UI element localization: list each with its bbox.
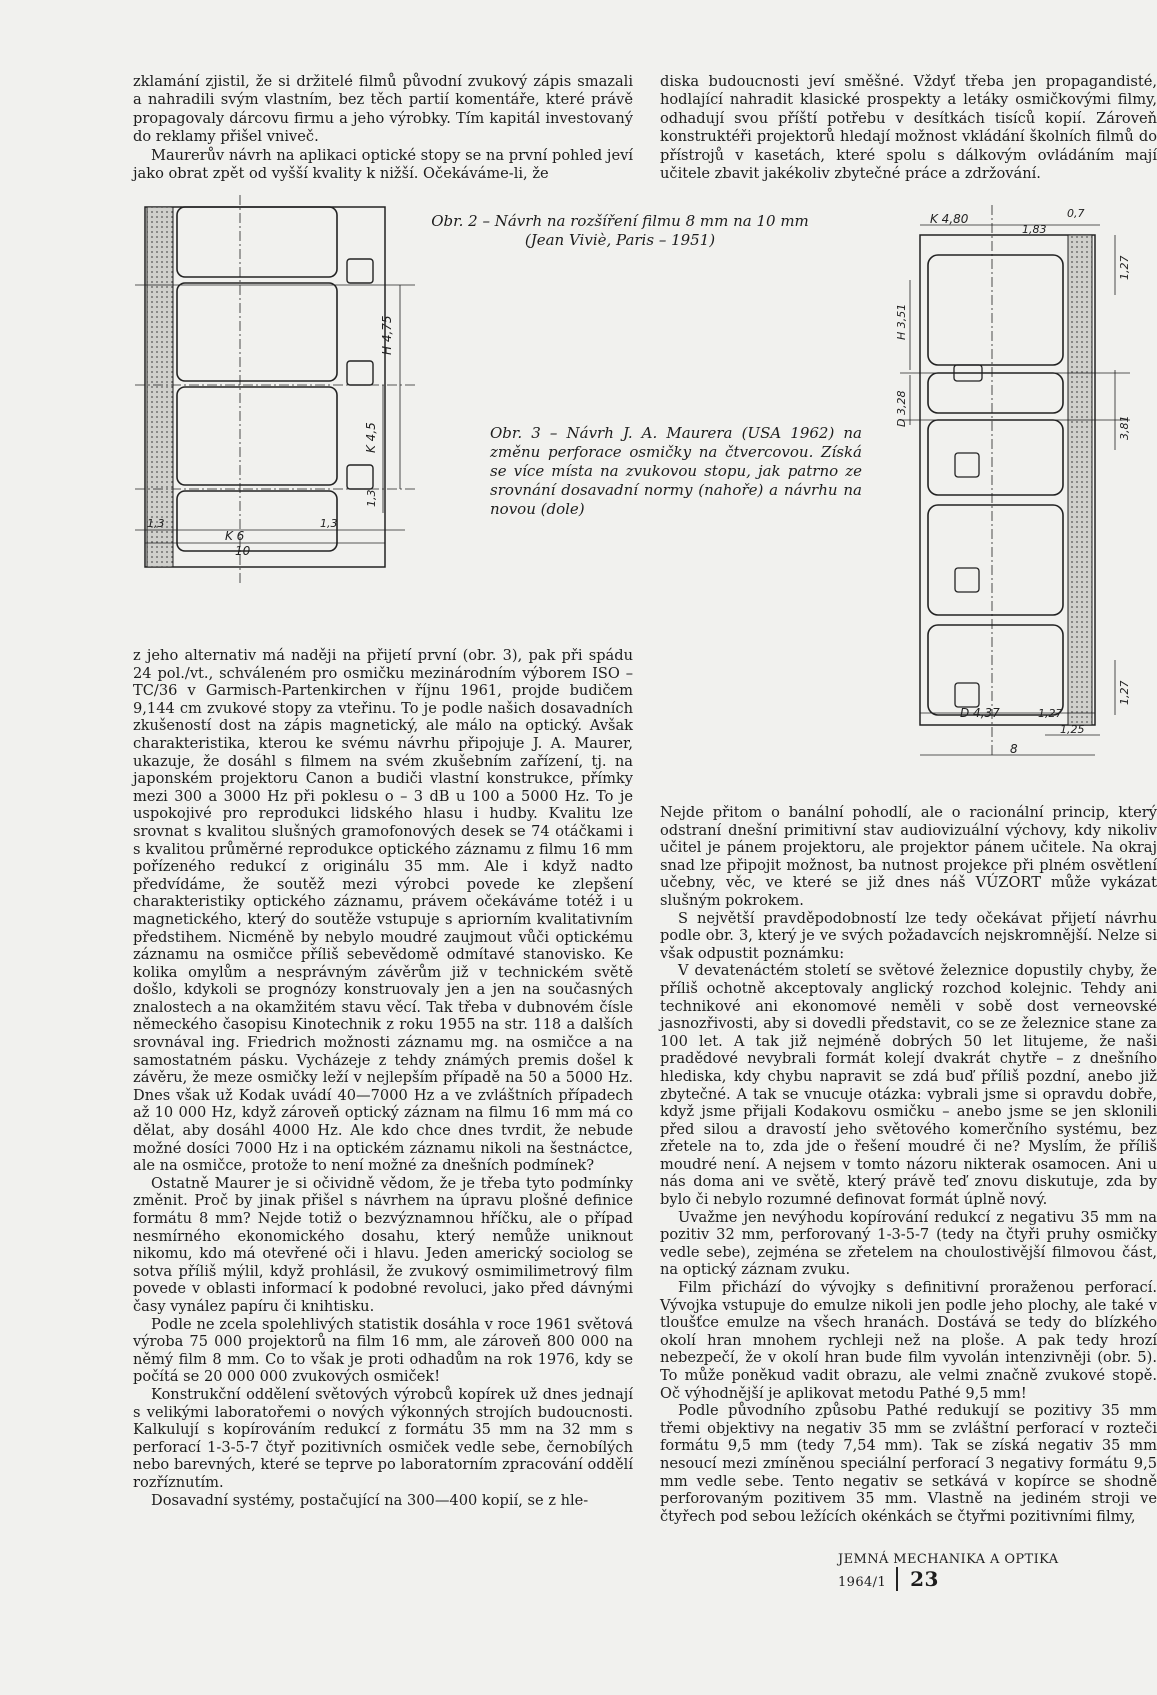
paragraph: Podle původního způsobu Pathé redukují se pozitivy 35 mm třemi objektivy na negativ 35 mm se zvláštní perforací v rozteči formátu 9,5 mm (tedy 7,54 mm). Tak se získá negativ 35 mm nesoucí mezi zmíněnou speciální perforací 3 negativy formátu 9,5 mm vedle sebe. Tento negativ se setkává v kopírce se shodně perforovaným pozitivem 35 mm. Vlastně na jediném stroji ve čtyřech pod sebou ležících okénkách se čtyřmi pozitivními filmy, — [660, 1402, 1157, 1525]
top-right-column — [660, 73, 1157, 183]
paragraph: Uvažme jen nevýhodu kopírování redukcí z negativu 35 mm na pozitiv 32 mm, perforovaný 1-3-5-7 (tedy na čtyři pruhy osmičky vedle sebe), zejména se zřetelem na choulostivější filmovou část, na optický záznam zvuku. — [660, 1208, 1157, 1279]
paragraph: diska budoucnosti jeví směšné. Vždyť třeba jen propagandisté, hodlající nahradit klasické prospekty a letáky osmičkovými filmy, odhadují svou příští potřebu v desítkách tisíců kopií. Zároveň konstruktéři projektorů hledají možnost vkládání školních filmů do přístrojů v kasetách, které spolu s dálkovým ovládáním mají učitele zbavit jakékoliv zbytečné práce a zdržování. — [660, 73, 1157, 183]
paragraph: zklamání zjistil, že si držitelé filmů původní zvukový zápis smazali a nahradili svým vlastním, bez těch partií komentáře, které právě propagovaly dárcovu firmu a jeho výrobky. Tím kapitál investovaný do reklamy přišel vniveč. — [133, 73, 633, 146]
page-footer — [838, 1552, 1138, 1591]
figure-3-caption-text: Obr. 3 – Návrh J. A. Maurera (USA 1962) na změnu perforace osmičky na čtvercovou. Získá se více místa na zvukovou stopu, jak patrno ze srovnání dosavadní normy (nahoře) a návrhu na novou (dole) — [490, 424, 862, 518]
dim-w8-label: 8 — [1010, 742, 1018, 756]
paragraph: Podle ne zcela spolehlivých statistik dosáhla v roce 1961 světová výroba 75 000 projektorů na film 16 mm, ale zároveň 800 000 na němý film 8 mm. Co to však je proti odhadům na rok 1976, kdy se počítá se 20 000 000 zvukových osmiček! — [133, 1315, 633, 1386]
bottom-right-column — [660, 804, 1157, 1525]
dim-w127a-label: 1,27 — [1038, 707, 1063, 720]
dim-k-label: K 4,5 — [364, 422, 378, 453]
dim-d328-label: D 3,28 — [895, 390, 908, 427]
paragraph: Konstrukční oddělení světových výrobců kopírek už dnes jednají s velikými laboratořemi o nových výkonných strojích budoucnosti. Kalkulují s kopírováním redukcí z formátu 35 mm na 32 mm s perforací 1-3-5-7 čtyř pozitivních osmiček vedle sebe, černobílých nebo barevných, které se teprve po laboratorním zpracování oddělí rozříznutím. — [133, 1385, 633, 1491]
dim-k480-label: K 4,80 — [930, 212, 969, 226]
figure-2-caption-line-1: Obr. 2 – Návrh na rozšíření filmu 8 mm na 10 mm — [431, 212, 809, 230]
dim-w125-label: 1,25 — [1060, 723, 1085, 736]
dim-h-label: H 4,75 — [380, 315, 394, 355]
figure-2-caption-line-2: (Jean Viviè, Paris – 1951) — [524, 231, 716, 249]
paragraph: z jeho alternativ má naději na přijetí první (obr. 3), pak při spádu 24 pol./vt., schváleném pro osmičku mezinárodním výborem ISO – TC/36 v Garmisch-Partenkirchen v říjnu 1961, projde budičem 9,144 cm zvukové stopy za vteřinu. To je podle našich dosavadních zkušeností dost na zápis magnetický, ale málo na optický. Avšak charakteristika, kterou ke svému návrhu připojuje J. A. Maurer, ukazuje, že dosáhl s filmem na svém zkušebním zařízení, tj. na japonském projektoru Canon a budiči vlastní konstrukce, přímky mezi 300 a 3000 Hz při poklesu o – 3 dB u 100 a 5000 Hz. To je uspokojivé pro reprodukci lidského hlasu i hudby. Kvalitu lze srovnat s kvalitou slušných gramofonových desek se 74 otáčkami i s kvalitou průměrné reprodukce optického záznamu z filmu 16 mm pořízeného redukcí z originálu 35 mm. Ale i když nadto předvídáme, že soutěž mezi výrobci povede ke zlepšení charakteristiky optického záznamu, právem očekáváme totéž i u magnetického, který do soutěže vstupuje s apriorním kvalitativním předstihem. Nicméně by nebylo moudré zaujmout vůči optickému záznamu na osmičce příliš sebevědomě odmítavé stanovisko. Ke kolika omylům a nesprávným závěrům již v technickém světě došlo, kdykoli se prognózy konstruovaly jen a jen na současných znalostech a na okamžitém stavu věcí. Tak třeba v dubnovém čísle německého časopisu Kinotechnik z roku 1955 na str. 118 a dalších srovnával ing. Friedrich možnosti záznamu mg. na osmičce a na samostatném pásku. Vycházeje z tehdy známých premis došel k závěru, že meze osmičky leží v nejlepším případě na 50 a 5000 Hz. Dnes však už Kodak uvádí 40—7000 Hz a ve zvláštních případech až 10 000 Hz, když zároveň optický záznam na filmu 16 mm má co dělat, aby dosáhl 4000 Hz. Ale kdo chce dnes tvrdit, že nebude možné dosíci 7000 Hz i na optickém záznamu nikoli na šestnáctce, ale na osmičce, protože to není možné za dnešních podmínek? — [133, 647, 633, 1175]
figure-2-caption — [430, 212, 810, 250]
dim-d437-label: D 4,37 — [960, 706, 1000, 720]
page-number: 23 — [896, 1567, 939, 1591]
paragraph: Film přichází do vývojky s definitivní proraženou perforací. Vývojka vstupuje do emulze nikoli jen podle jeho plochy, ale také v tloušťce emulze na všech hranách. Dostává se tedy do blízkého okolí hran mnohem rychleji než na ploše. A pak tedy hrozí nebezpečí, že v okolí hran bude film vyvolán intenzivněji (obr. 5). To může poněkud vadit obrazu, ale velmi značně zvukové stopě. Oč výhodnější je aplikovat metodu Pathé 9,5 mm! — [660, 1279, 1157, 1402]
dim-h351-label: H 3,51 — [895, 303, 908, 340]
dim-w13b-label: 1,3 — [320, 517, 338, 530]
dim-v-label: 1,3 — [365, 489, 378, 507]
paragraph: Maurerův návrh na aplikaci optické stopy se na první pohled jeví jako obrat zpět od vyšší kvality k nižší. Očekáváme-li, že — [133, 146, 633, 183]
dim-v127b-label: 1,27 — [1118, 680, 1131, 705]
top-left-column — [133, 73, 633, 183]
bottom-left-column — [133, 647, 633, 1509]
paragraph: S největší pravděpodobností lze tedy očekávat přijetí návrhu podle obr. 3, který je ve svých požadavcích nejskromnější. Nelze si však odpustit poznámku: — [660, 909, 1157, 962]
dim-w183-label: 1,83 — [1022, 223, 1047, 236]
dim-v127a-label: 1,27 — [1118, 255, 1131, 280]
paragraph: Nejde přitom o banální pohodlí, ale o racionální princip, který odstraní dnešní primitivní stav audiovizuální výchovy, kdy nikoliv učitel je pánem projektoru, ale projektor pánem učitele. Na okraj snad lze připojit možnost, ba nutnost projekce při plném osvětlení učebny, věc, ve které se již dnes náš VÚZORT může vykázat slušným pokrokem. — [660, 804, 1157, 909]
figure-3-caption — [490, 424, 862, 519]
figure-2-diagram — [125, 195, 455, 590]
paragraph: Ostatně Maurer je si očividně vědom, že je třeba tyto podmínky změnit. Proč by jinak přišel s návrhem na úpravu plošné definice formátu 8 mm? Nejde totiž o bezvýznamnou hříčku, ale o případ nesmírného ekonomického dosahu, který nemůže uniknout nikomu, kdo má otevřené oči i hlavu. Jeden americký sociolog se sotva příliš mýlil, když prohlásil, že zvukový osmimilimetrový film povede v oblasti informací k podobné revoluci, jako před dávnými časy vynález papíru či knihtisku. — [133, 1174, 633, 1315]
dim-w13a-label: 1,3 — [147, 517, 165, 530]
journal-name: JEMNÁ MECHANIKA A OPTIKA 1964/1 — [838, 1552, 1059, 1590]
paragraph: V devatenáctém století se světové železnice dopustily chyby, že příliš ochotně akceptovaly anglický rozchod kolejnic. Tehdy ani technikové ani ekonomové neměli v sobě dost verneovské jasnozřivosti, aby si dovedli představit, co se ze železnice stane za 100 let. A tak již nejméně dobrých 50 let litujeme, že naši pradědové nevybrali formát kolejí dvakrát chytře – z dnešního hlediska, kdy chybu napravit se zdá buď příliš pozdní, anebo již zbytečné. A tak se vnucuje otázka: vybrali jsme si opravdu dobře, když jsme přijali Kodakovu osmičku – anebo jsme se jen sklonili před silou a dravostí jeho světového komerčního systému, bez zřetele na to, zda jde o řešení moudré či ne? Myslím, že příliš moudré není. A nejsem v tomto názoru nikterak osamocen. Ani u nás doma ani ve světě, který právě teď znovu diskutuje, zda by bylo či nebylo rozumné definovat formát úplně nový. — [660, 962, 1157, 1209]
paragraph: Dosavadní systémy, postačující na 300—400 kopií, se z hle- — [151, 1491, 589, 1509]
figure-3-diagram — [870, 205, 1155, 765]
dim-k6-label: K 6 — [225, 529, 245, 543]
dim-w10-label: 10 — [235, 544, 251, 558]
dim-w07-label: 0,7 — [1067, 207, 1085, 220]
dim-v381-label: 3,81 — [1118, 415, 1131, 440]
